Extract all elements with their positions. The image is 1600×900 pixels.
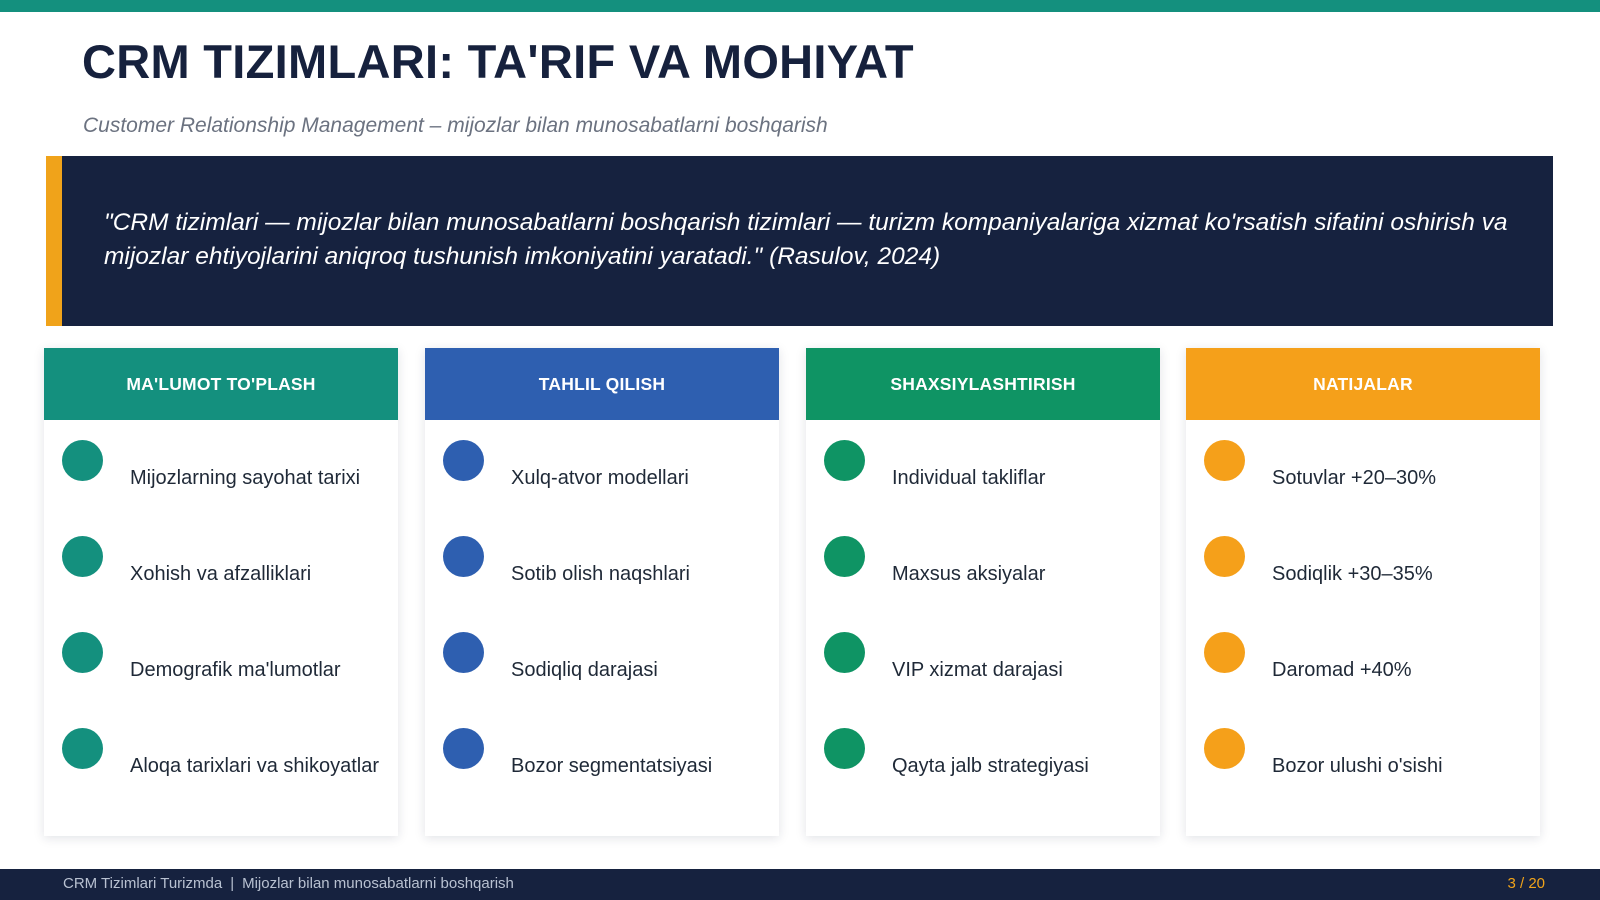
item-text: Daromad +40% [1272,658,1412,681]
bullet-dot-icon [824,632,865,673]
list-item [44,612,398,708]
list-item [1186,420,1540,516]
item-text: Sodiqliq darajasi [511,658,658,681]
item-text: Individual takliflar [892,466,1046,489]
list-item [425,708,779,804]
page-title: CRM TIZIMLARI: TA'RIF VA MOHIYAT [82,35,914,88]
list-item [806,420,1160,516]
footer-caption [63,875,514,892]
quote-box [46,156,1553,326]
card-natijalar [1186,348,1540,836]
item-text: Bozor segmentatsiyasi [511,754,713,777]
card-malumot-toplash [44,348,398,836]
card-item-list [1186,420,1540,804]
list-item [44,516,398,612]
item-text: Xohish va afzalliklari [130,562,312,585]
item-text: Sotuvlar +20–30% [1272,466,1437,489]
quote-text: "CRM tizimlari — mijozlar bilan munosabatlarni boshqarish tizimlari — turizm kompaniyalariga xizmat ko'rsatish sifatini oshirish va mijozlar ehtiyojlarini aniqroq tushunish imkoniyatini yaratadi." (Rasulov, 2024) [104,209,1508,270]
item-text: VIP xizmat darajasi [892,658,1063,681]
bullet-dot-icon [824,440,865,481]
bullet-dot-icon [62,728,103,769]
item-text: Aloqa tarixlari va shikoyatlar [130,754,379,777]
item-text: Sotib olish naqshlari [511,562,690,585]
bullet-dot-icon [62,536,103,577]
page-subtitle: Customer Relationship Management – mijozlar bilan munosabatlarni boshqarish [83,114,828,137]
card-tahlil-qilish [425,348,779,836]
bullet-dot-icon [443,440,484,481]
list-item [425,612,779,708]
footer-separator: | [230,875,235,892]
bullet-dot-icon [1204,728,1245,769]
card-item-list [425,420,779,804]
list-item [425,516,779,612]
item-text: Demografik ma'lumotlar [130,658,341,681]
bullet-dot-icon [443,536,484,577]
bullet-dot-icon [443,728,484,769]
item-text: Bozor ulushi o'sishi [1272,754,1443,777]
bullet-dot-icon [62,440,103,481]
bullet-dot-icon [824,536,865,577]
item-text: Sodiqlik +30–35% [1272,562,1433,585]
bullet-dot-icon [824,728,865,769]
list-item [1186,612,1540,708]
footer-bar [0,869,1600,900]
bullet-dot-icon [1204,536,1245,577]
footer-topic: Mijozlar bilan munosabatlarni boshqarish [242,875,514,892]
card-header: MA'LUMOT TO'PLASH [44,348,398,420]
card-header: SHAXSIYLASHTIRISH [806,348,1160,420]
list-item [1186,516,1540,612]
item-text: Qayta jalb strategiyasi [892,754,1089,777]
card-item-list [806,420,1160,804]
page-number: 3 / 20 [1507,875,1545,892]
list-item [44,708,398,804]
list-item [806,516,1160,612]
bullet-dot-icon [62,632,103,673]
list-item [1186,708,1540,804]
card-item-list [44,420,398,804]
bullet-dot-icon [443,632,484,673]
card-header: TAHLIL QILISH [425,348,779,420]
top-accent-bar [0,0,1600,12]
list-item [425,420,779,516]
list-item [44,420,398,516]
footer-presentation-title: CRM Tizimlari Turizmda [63,875,223,892]
bullet-dot-icon [1204,440,1245,481]
card-header: NATIJALAR [1186,348,1540,420]
item-text: Xulq-atvor modellari [511,466,689,489]
item-text: Maxsus aksiyalar [892,562,1046,585]
list-item [806,612,1160,708]
item-text: Mijozlarning sayohat tarixi [130,466,361,489]
list-item [806,708,1160,804]
category-columns [44,348,1540,836]
card-shaxsiylashtirish [806,348,1160,836]
bullet-dot-icon [1204,632,1245,673]
